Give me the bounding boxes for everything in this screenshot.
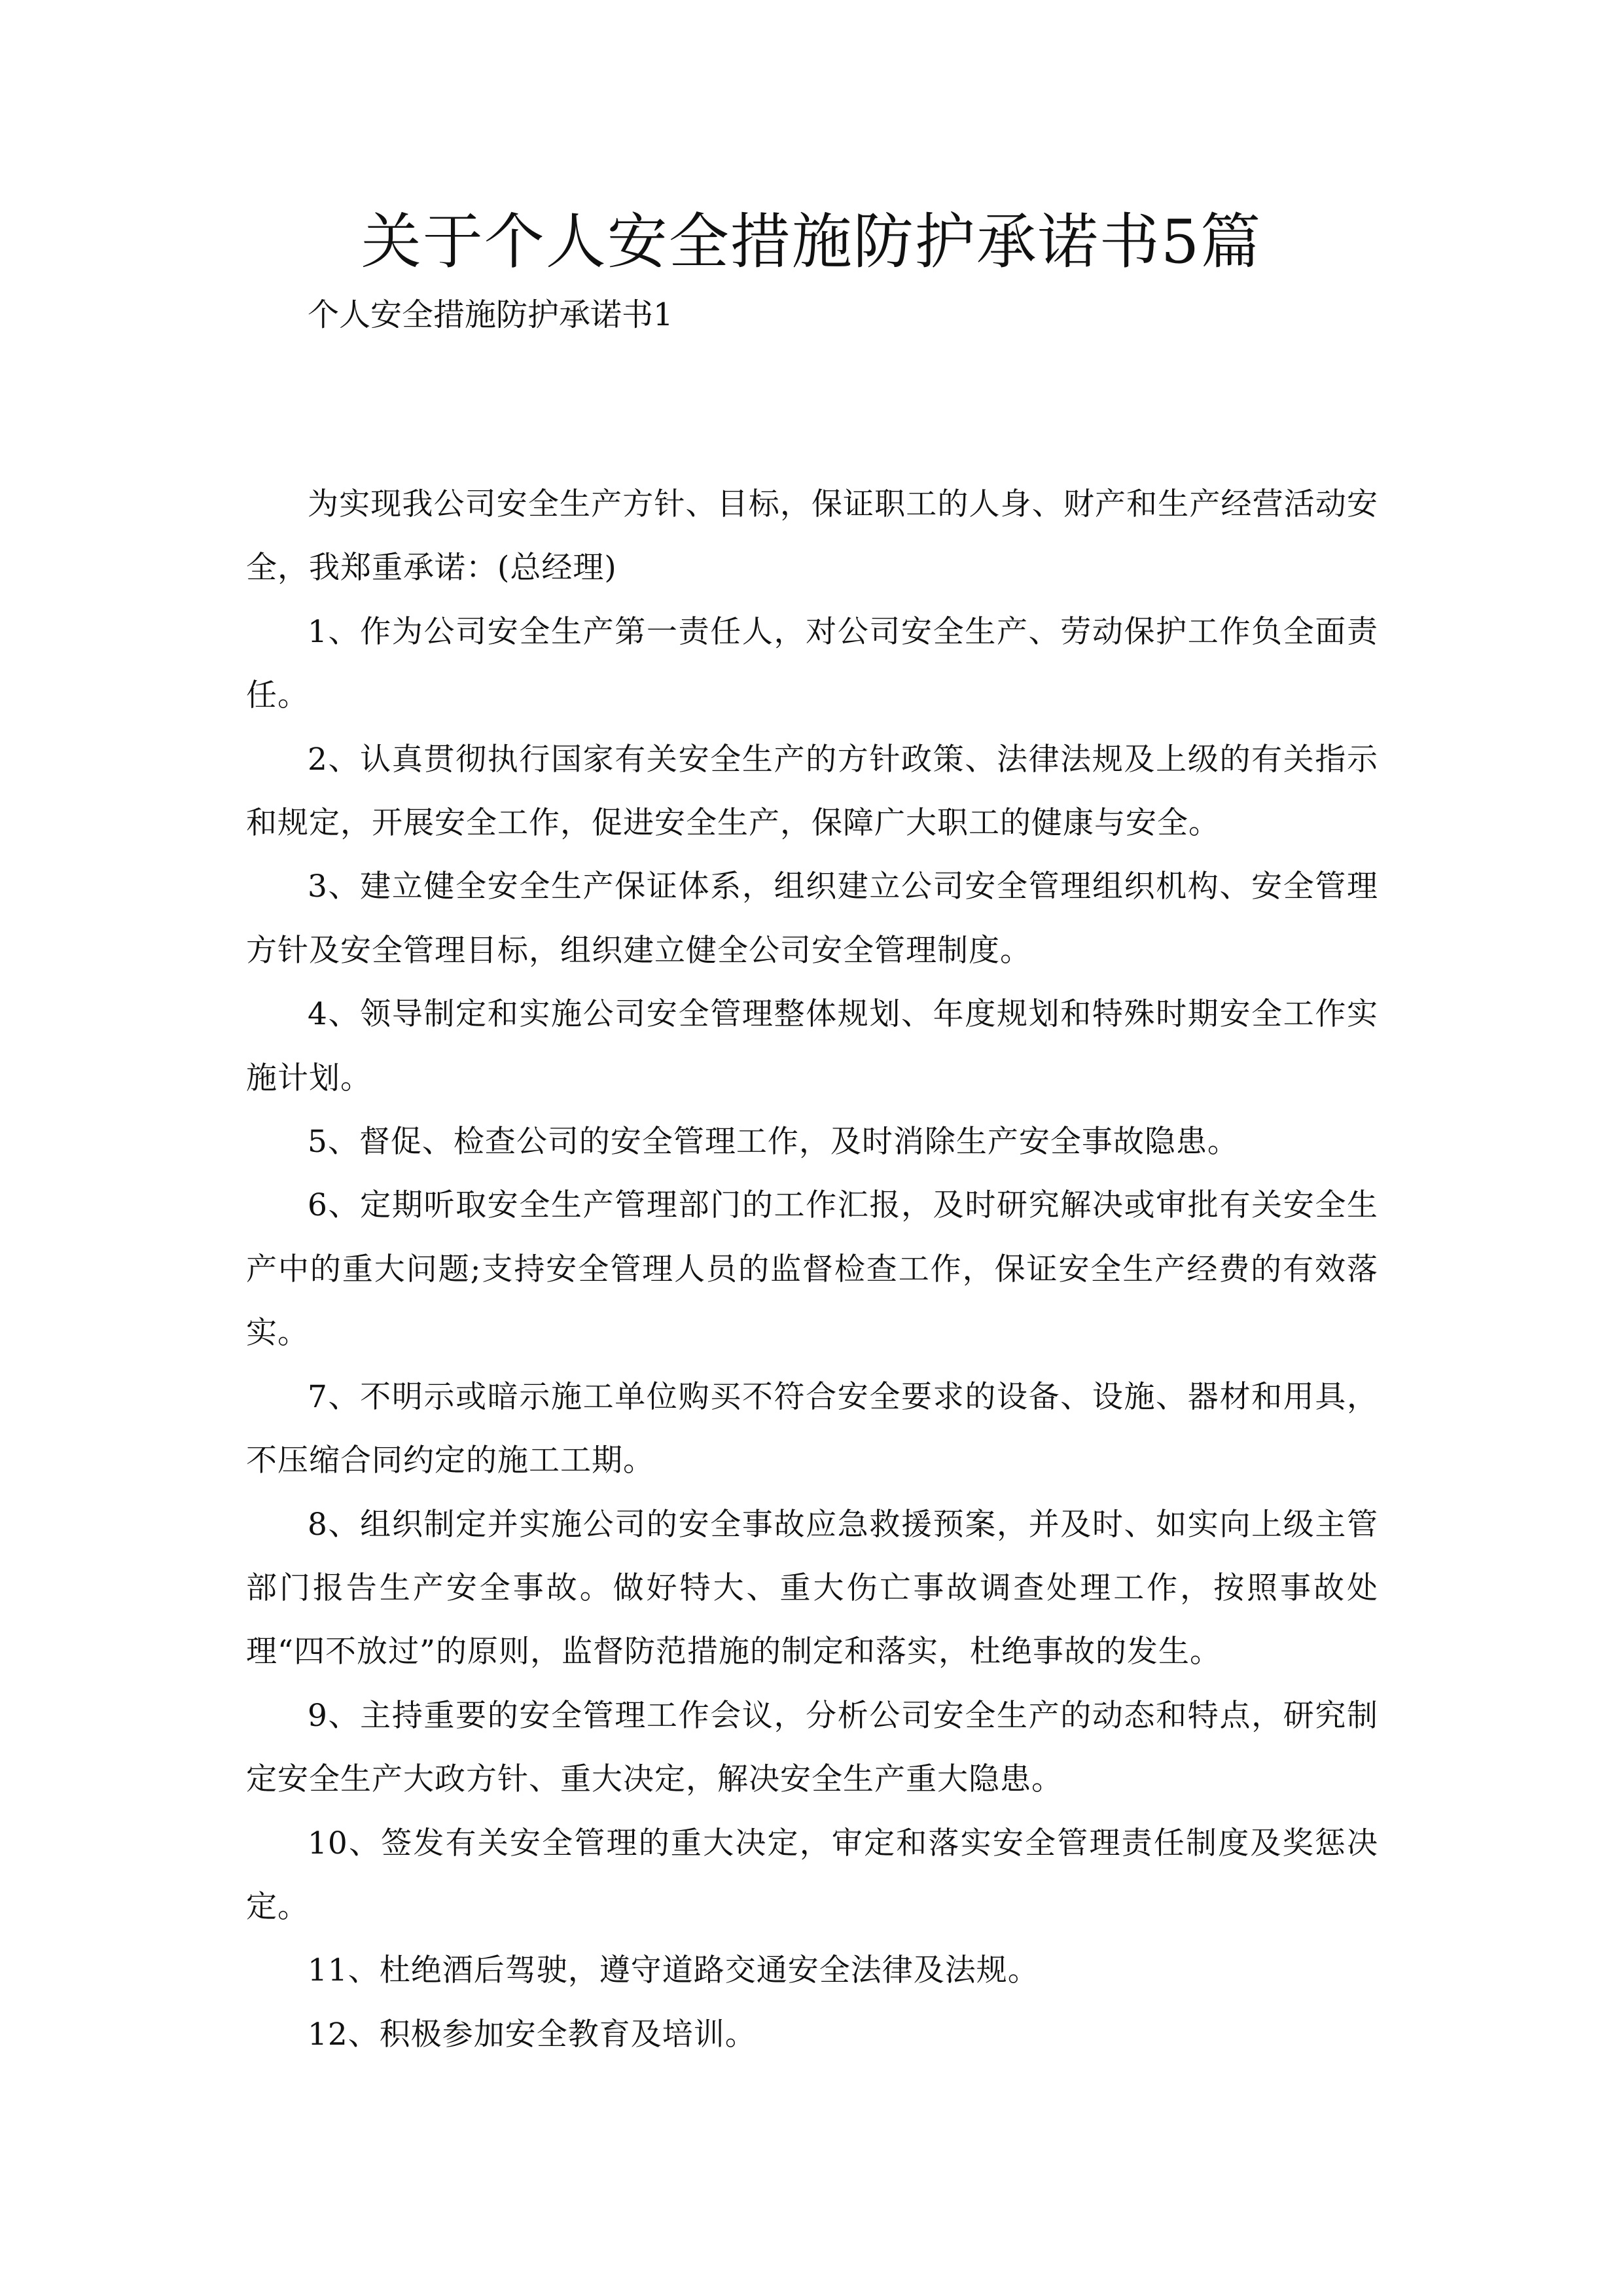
document-title: 关于个人安全措施防护承诺书5篇 [361, 207, 1262, 277]
commitment-item: 6、定期听取安全生产管理部门的工作汇报，及时研究解决或审批有关安全生产中的重大问题;支持安全管理人员的监督检查工作，保证安全生产经费的有效落实。 [246, 1187, 1378, 1352]
commitment-item: 12、积极参加安全教育及培训。 [308, 2016, 757, 2053]
commitment-item: 1、作为公司安全生产第一责任人，对公司安全生产、劳动保护工作负全面责任。 [246, 613, 1378, 714]
section-subtitle: 个人安全措施防护承诺书1 [308, 296, 673, 333]
document-body [246, 473, 1378, 2066]
intro-paragraph: 为实现我公司安全生产方针、目标，保证职工的人身、财产和生产经营活动安全，我郑重承诺：(总经理) [246, 486, 1378, 586]
commitment-item: 10、签发有关安全管理的重大决定，审定和落实安全管理责任制度及奖惩决定。 [246, 1825, 1378, 1925]
commitment-item: 11、杜绝酒后驾驶，遵守道路交通安全法律及法规。 [308, 1952, 1039, 1989]
commitment-item: 8、组织制定并实施公司的安全事故应急救援预案，并及时、如实向上级主管部门报告生产安全事故。做好特大、重大伤亡事故调查处理工作，按照事故处理“四不放过”的原则，监督防范措施的制定和落实，杜绝事故的发生。 [246, 1506, 1378, 1670]
commitment-item: 4、领导制定和实施公司安全管理整体规划、年度规划和特殊时期安全工作实施计划。 [246, 996, 1378, 1096]
commitment-item: 7、不明示或暗示施工单位购买不符合安全要求的设备、设施、器材和用具，不压缩合同约定的施工工期。 [246, 1378, 1378, 1479]
commitment-item: 9、主持重要的安全管理工作会议，分析公司安全生产的动态和特点，研究制定安全生产大政方针、重大决定，解决安全生产重大隐患。 [246, 1697, 1378, 1798]
commitment-item: 2、认真贯彻执行国家有关安全生产的方针政策、法律法规及上级的有关指示和规定，开展安全工作，促进安全生产，保障广大职工的健康与安全。 [246, 741, 1378, 842]
commitment-item: 5、督促、检查公司的安全管理工作，及时消除生产安全事故隐患。 [308, 1124, 1239, 1160]
commitment-item: 3、建立健全安全生产保证体系，组织建立公司安全管理组织机构、安全管理方针及安全管理目标，组织建立健全公司安全管理制度。 [246, 869, 1378, 969]
